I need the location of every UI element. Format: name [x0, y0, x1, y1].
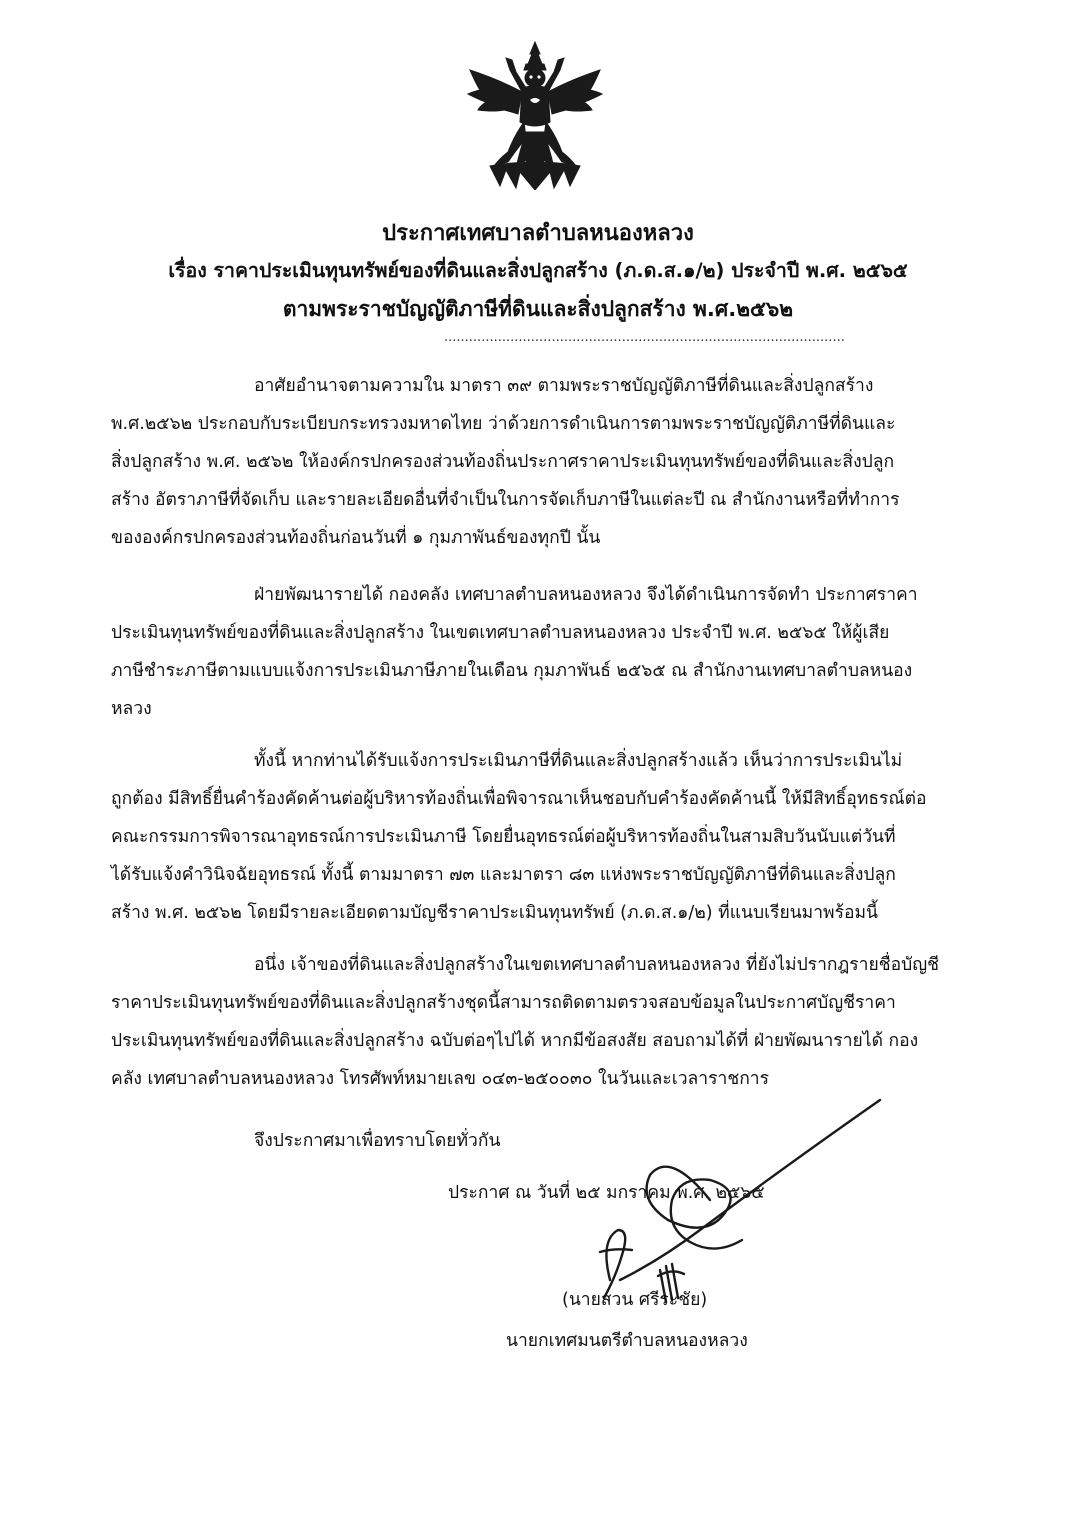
paragraph-2-line-3: ภาษีชำระภาษีตามแบบแจ้งการประเมินภาษีภายในเดือน กุมภาพันธ์ ๒๕๖๕ ณ สำนักงานเทศบาลตำบลหนอง	[111, 661, 913, 681]
paragraph-1-line-2: พ.ศ.๒๕๖๒ ประกอบกับระเบียบกระทรวงมหาดไทย ว่าด้วยการดำเนินการตามพระราชบัญญัติภาษีที่ดินและ	[111, 414, 896, 434]
closing-statement: จึงประกาศมาเพื่อทราบโดยทั่วกัน	[254, 1131, 501, 1151]
paragraph-3-line-4: ได้รับแจ้งคำวินิจฉัยอุทธรณ์ ทั้งนี้ ตามมาตรา ๗๓ และมาตรา ๘๓ แห่งพระราชบัญญัติภาษีที่ดินและสิ่งปลูก	[111, 865, 896, 885]
announcement-date: ประกาศ ณ วันที่ ๒๕ มกราคม พ.ศ. ๒๕๖๕	[448, 1183, 765, 1203]
handwritten-signature-icon	[560, 1080, 900, 1310]
paragraph-3-line-3: คณะกรรมการพิจารณาอุทธรณ์การประเมินภาษี โดยยื่นอุทธรณ์ต่อผู้บริหารท้องถิ่นในสามสิบวันนับแต่วันที่	[111, 827, 896, 847]
paragraph-4-line-1: อนึ่ง เจ้าของที่ดินและสิ่งปลูกสร้างในเขตเทศบาลตำบลหนองหลวง ที่ยังไม่ปรากฎรายชื่อบัญชี	[254, 955, 940, 975]
paragraph-3-line-2: ถูกต้อง มีสิทธิ์ยื่นคำร้องคัดค้านต่อผู้บริหารท้องถิ่นเพื่อพิจารณาเห็นชอบกับคำร้องคัดค้านนี้ ให้มีสิทธิ์อุทธรณ์ต่อ	[111, 789, 927, 809]
paragraph-1-line-3: สิ่งปลูกสร้าง พ.ศ. ๒๕๖๒ ให้องค์กรปกครองส่วนท้องถิ่นประกาศราคาประเมินทุนทรัพย์ของที่ดินและสิ่งปลูก	[111, 452, 895, 472]
paragraph-1-line-5: ขององค์กรปกครองส่วนท้องถิ่นก่อนวันที่ ๑ กุมภาพันธ์ของทุกปี นั้น	[111, 528, 601, 548]
paragraph-3-line-5: สร้าง พ.ศ. ๒๕๖๒ โดยมีรายละเอียดตามบัญชีราคาประเมินทุนทรัพย์ (ภ.ด.ส.๑/๒) ที่แนบเรียนมาพร้อมนี้	[111, 903, 878, 923]
paragraph-2-line-4: หลวง	[111, 699, 152, 719]
title-divider: .................................................................................................	[444, 330, 845, 345]
paragraph-4-line-2: ราคาประเมินทุนทรัพย์ของที่ดินและสิ่งปลูกสร้างชุดนี้สามารถติดตามตรวจสอบข้อมูลในประกาศบัญชีราคา	[111, 993, 896, 1013]
paragraph-4-line-3: ประเมินทุนทรัพย์ของที่ดินและสิ่งปลูกสร้าง ฉบับต่อๆไปได้ หากมีข้อสงสัย สอบถามได้ที่ ฝ่ายพัฒนารายได้ กอง	[111, 1031, 919, 1051]
garuda-emblem-icon	[460, 40, 610, 190]
announcement-legal-basis: ตามพระราชบัญญัติภาษีที่ดินและสิ่งปลูกสร้าง พ.ศ.๒๕๖๒	[282, 297, 794, 321]
signer-title: นายกเทศมนตรีตำบลหนองหลวง	[506, 1331, 748, 1351]
paragraph-3-line-1: ทั้งนี้ หากท่านได้รับแจ้งการประเมินภาษีที่ดินและสิ่งปลูกสร้างแล้ว เห็นว่าการประเมินไม่	[254, 751, 903, 771]
announcement-title: ประกาศเทศบาลตำบลหนองหลวง	[382, 221, 694, 246]
paragraph-1-line-4: สร้าง อัตราภาษีที่จัดเก็บ และรายละเอียดอื่นที่จำเป็นในการจัดเก็บภาษีในแต่ละปี ณ สำนักงานหรือที่ทำการ	[111, 490, 900, 510]
signer-name: (นายสวน ศรีระชัย)	[562, 1290, 708, 1310]
paragraph-2-line-1: ฝ่ายพัฒนารายได้ กองคลัง เทศบาลตำบลหนองหลวง จึงได้ดำเนินการจัดทำ ประกาศราคา	[254, 585, 918, 605]
paragraph-2-line-2: ประเมินทุนทรัพย์ของที่ดินและสิ่งปลูกสร้าง ในเขตเทศบาลตำบลหนองหลวง ประจำปี พ.ศ. ๒๕๖๕ ให้ผู้เสีย	[111, 623, 890, 643]
paragraph-4-line-4: คลัง เทศบาลตำบลหนองหลวง โทรศัพท์หมายเลข ๐๔๓-๒๕๐๐๓๐ ในวันและเวลาราชการ	[111, 1069, 770, 1089]
paragraph-1-line-1: อาศัยอำนาจตามความใน มาตรา ๓๙ ตามพระราชบัญญัติภาษีที่ดินและสิ่งปลูกสร้าง	[254, 376, 874, 396]
announcement-subject: เรื่อง ราคาประเมินทุนทรัพย์ของที่ดินและสิ่งปลูกสร้าง (ภ.ด.ส.๑/๒) ประจำปี พ.ศ. ๒๕๖๕	[168, 259, 908, 282]
